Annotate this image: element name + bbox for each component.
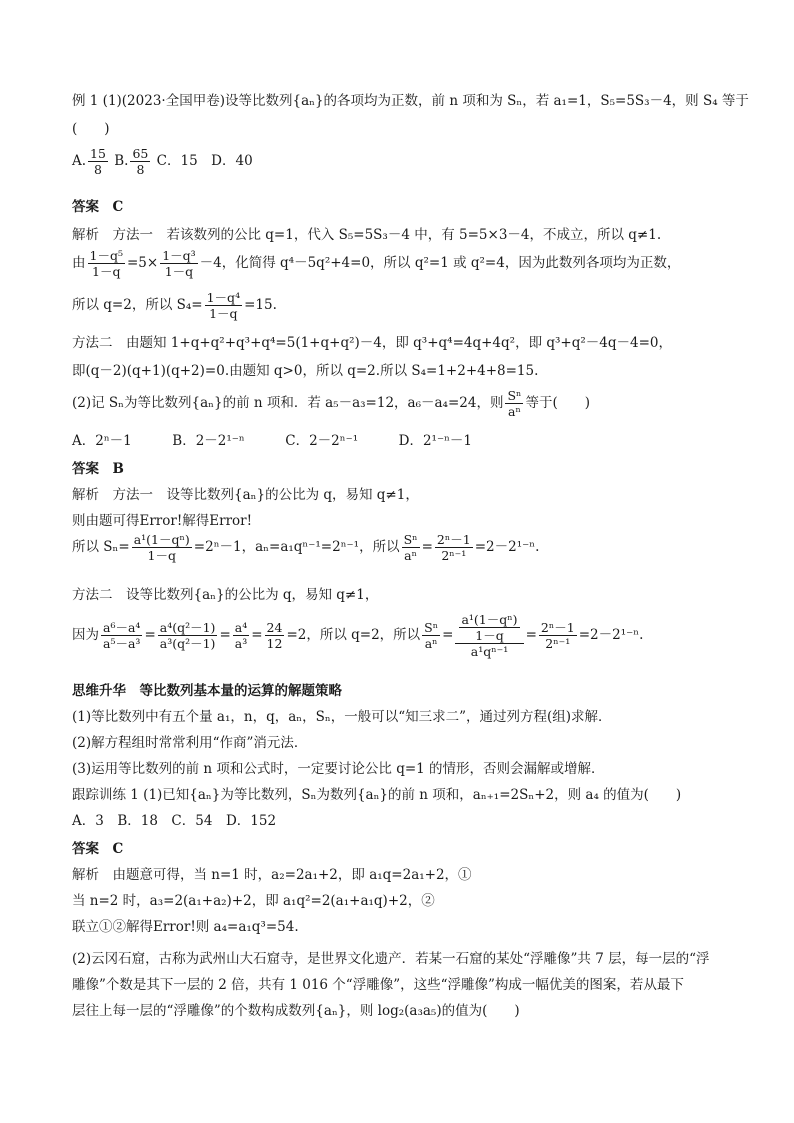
ex2-options: A．2ⁿ－1 B．2－2¹⁻ⁿ C．2－2ⁿ⁻¹ D．2¹⁻ⁿ－1 [72, 433, 473, 449]
track-question2-line2: 雕像”个数是其下一层的 2 倍，共有 1 016 个“浮雕像”，这些“浮雕像”构成一幅优美的图案，若从最下 [72, 977, 684, 993]
ex2-method2-line1: 方法二 设等比数列{aₙ}的公比为 q，易知 q≠1， [72, 587, 379, 603]
ex2-solution-line3: 所以 Sₙ= $\frac{\text{a¹(1－qⁿ)}}{1-q}$ =2ⁿ－1，aₙ=a₁qⁿ⁻¹=2ⁿ⁻¹，所以 $\frac{\text{Sⁿ}}{\text{aⁿ}}$ = $\frac{\text{2ⁿ－1}}{\text{2ⁿ⁻¹}}$ =2－2¹⁻ⁿ. [72, 532, 540, 563]
ex2-question: (2)记 Sₙ为等比数列{aₙ}的前 n 项和．若 a₅－a₃=12，a₆－a₄=24，则 $\frac{\text{Sⁿ}}{\text{aⁿ}}$ 等于( ) [72, 388, 590, 419]
track-answer: 答案 C [72, 841, 124, 857]
track-question2-line3: 层往上每一层的“浮雕像”的个数构成数列{aₙ}，则 log₂(a₃a₅)的值为( ) [72, 1003, 520, 1019]
track-question2-line1: (2)云冈石窟，古称为武州山大石窟寺，是世界文化遗产．若某一石窟的某处“浮雕像”共 7 层，每一层的“浮 [72, 951, 710, 967]
track-solution-line2: 当 n=2 时，a₃=2(a₁+a₂)+2，即 a₁q²=2(a₁+a₁q)+2，② [72, 893, 435, 909]
track-solution-line3: 联立①②解得Error!则 a₄=a₁q³=54. [72, 919, 299, 935]
ex2-solution-line2: 则由题可得Error!解得Error! [72, 513, 253, 529]
strategy-p2: (2)解方程组时常常利用“作商”消元法． [72, 735, 308, 751]
ex1-method2-line2: 即(q－2)(q+1)(q+2)=0.由题知 q>0，所以 q=2.所以 S₄=1+2+4+8=15. [72, 363, 539, 379]
ex1-solution-line1: 解析 方法一 若该数列的公比 q=1，代入 S₅=5S₃－4 中，有 5=5×3－4，不成立，所以 q≠1. [72, 227, 662, 243]
ex2-answer: 答案 B [72, 461, 124, 477]
ex1-question-line1: 例 1 (1)(2023·全国甲卷)设等比数列{aₙ}的各项均为正数，前 n 项和为 Sₙ，若 a₁=1，S₅=5S₃－4，则 S₄ 等于 [72, 93, 749, 109]
strategy-title: 思维升华 等比数列基本量的运算的解题策略 [72, 683, 342, 699]
ex2-method2-line2: 因为 $\frac{\text{a⁶－a⁴}}{\text{a⁵－a³}}$ = $\frac{\text{a⁴(q²－1)}}{\text{a³(q²－1)}}$ = $\frac{\text{a⁴}}{\text{a³}}$ = $\frac{24}{12}$ =2，所以 q=2，所以 $\frac{\text{Sⁿ}}{\text{aⁿ}}$ = $\frac{\frac{\text{a¹(1－qⁿ)}}{1-q}}{\text{a¹qⁿ⁻¹}}$ = $\frac{\text{2ⁿ－1}}{\text{2ⁿ⁻¹}}$ =2－2¹⁻ⁿ. [72, 612, 644, 659]
option-b-label: B. [114, 153, 129, 169]
option-cd: C．15 D．40 [156, 153, 253, 169]
option-a-label: A. [72, 153, 87, 169]
ex1-solution-line3: 所以 q=2，所以 S₄= $\frac{\text{1－q⁴}}{1-q}$ =15. [72, 290, 277, 321]
strategy-p1: (1)等比数列中有五个量 a₁，n，q，aₙ，Sₙ，一般可以“知三求二”，通过列方程(组)求解． [72, 709, 612, 725]
option-b-fraction: $\frac{65}{8}$ [132, 146, 149, 177]
ex2-solution-line1: 解析 方法一 设等比数列{aₙ}的公比为 q，易知 q≠1， [72, 487, 419, 503]
track-solution-line1: 解析 由题意可得，当 n=1 时，a₂=2a₁+2，即 a₁q=2a₁+2，① [72, 867, 472, 883]
option-a-fraction: $\frac{15}{8}$ [90, 146, 106, 177]
strategy-p3: (3)运用等比数列的前 n 项和公式时，一定要讨论公比 q=1 的情形，否则会漏解或增解． [72, 761, 605, 777]
track-options: A．3 B．18 C．54 D．152 [72, 813, 277, 829]
ex1-solution-line2: 由 $\frac{\text{1－q⁵}}{1-q}$ =5× $\frac{\text{1－q³}}{1-q}$ －4，化简得 q⁴－5q²+4=0，所以 q²=1 或 q²=4，因为此数列各项均为正数， [72, 248, 681, 279]
track-question1: 跟踪训练 1 (1)已知{aₙ}为等比数列，Sₙ为数列{aₙ}的前 n 项和，aₙ₊₁=2Sₙ+2，则 a₄ 的值为( ) [72, 787, 682, 803]
ex1-options [72, 146, 253, 177]
ex1-answer: 答案 C [72, 199, 124, 215]
ex1-question-line2: ( ) [72, 121, 110, 137]
ex1-method2-line1: 方法二 由题知 1+q+q²+q³+q⁴=5(1+q+q²)－4，即 q³+q⁴=4q+4q²，即 q³+q²－4q－4=0， [72, 335, 672, 351]
